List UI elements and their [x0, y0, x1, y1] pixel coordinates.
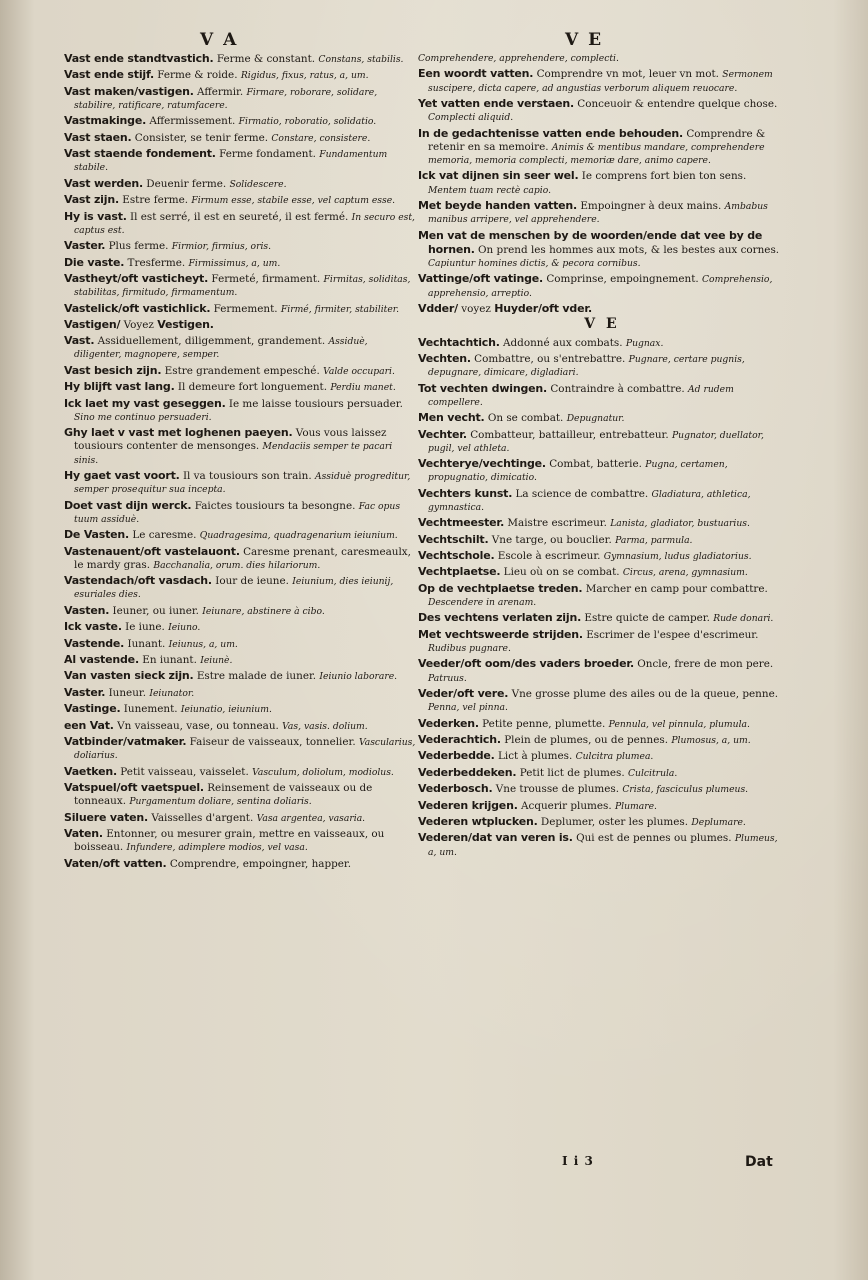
french-gloss: Vaisselles d'argent. [151, 811, 254, 824]
french-gloss: Vn vaisseau, vase, ou tonneau. [117, 719, 279, 732]
latin-gloss: Comprehendere, apprehendere, complecti. [418, 53, 619, 64]
headword: Siluere vaten. [64, 810, 148, 824]
headword: Vechtachtich. [418, 335, 500, 349]
dictionary-entry [64, 380, 416, 394]
french-gloss: Ie iune. [125, 621, 165, 634]
headword: Vechters kunst. [418, 486, 513, 500]
dictionary-entry [64, 210, 416, 237]
headword: Ick laet my vast geseggen. [64, 396, 226, 410]
headword: Vechter. [418, 427, 467, 441]
dictionary-entry [64, 528, 416, 542]
french-gloss: Deuenir ferme. [146, 177, 227, 190]
french-gloss: Fermeté, firmament. [211, 272, 321, 285]
dictionary-entry [64, 857, 416, 871]
headword: Vederen wtplucken. [418, 814, 538, 828]
french-gloss: Vne trousse de plumes. [495, 783, 620, 796]
latin-gloss: Ieiuno. [168, 622, 201, 634]
dictionary-entry [418, 565, 786, 579]
dictionary-entry [418, 549, 786, 563]
latin-gloss: Mentem tuam rectè capio. [428, 184, 551, 196]
french-gloss: Tresferme. [127, 256, 186, 269]
latin-gloss: Ieiunare, abstinere à cibo. [202, 605, 325, 617]
signature-mark: I i 3 [562, 1154, 594, 1168]
french-gloss: Plus ferme. [108, 240, 169, 253]
headword: Hy blijft vast lang. [64, 380, 175, 394]
headword: Des vechtens verlaten zijn. [418, 611, 582, 625]
french-gloss: En iunant. [142, 653, 197, 666]
headword: Vaster. [64, 239, 106, 253]
latin-gloss: Vascularius, doliarius. [74, 736, 416, 762]
headword: Vastigen/ [64, 317, 121, 331]
latin-gloss: Firmatio, roboratio, solidatio. [238, 116, 377, 128]
headword: Vastinge. [64, 702, 121, 716]
latin-gloss: Purgamentum doliare, sentina doliaris. [129, 796, 312, 808]
french-gloss: Plein de plumes, ou de pennes. [504, 734, 669, 747]
headword: In de gedachtenisse vatten ende behouden. [418, 126, 683, 140]
dictionary-entry [64, 114, 416, 128]
latin-gloss: Vasculum, doliolum, modiolus. [252, 766, 394, 778]
section-heading: V E [584, 316, 620, 333]
running-header-left: V A [200, 30, 239, 50]
latin-gloss: Pugna, certamen, propugnatio, dimicatio. [428, 459, 728, 484]
french-gloss: Conceuoir & entendre quelque chose. [577, 97, 778, 110]
latin-gloss: Complecti aliquid. [428, 112, 514, 124]
dictionary-entry [64, 811, 416, 825]
headword: Hy is vast. [64, 209, 127, 223]
headword: Op de vechtplaetse treden. [418, 581, 583, 595]
dictionary-entry [418, 302, 786, 316]
dictionary-entry [418, 628, 786, 655]
latin-gloss: Vasa argentea, vasaria. [256, 812, 366, 824]
headword: Vaten/oft vatten. [64, 856, 167, 870]
latin-gloss: Pennula, vel pinnula, plumula. [608, 718, 750, 730]
latin-gloss: In securo est, captus est. [74, 211, 415, 236]
latin-gloss: Culcitra plumea. [575, 751, 654, 763]
dictionary-entry [64, 364, 416, 378]
latin-gloss: Gymnasium, ludus gladiatorius. [603, 551, 752, 563]
french-gloss: Acquerir plumes. [521, 799, 612, 812]
dictionary-entry [418, 52, 786, 65]
latin-gloss: Ieiunus, a, um. [168, 638, 238, 650]
latin-gloss: Pugnare, certare pugnis, depugnare, dimicare, digladiari. [428, 353, 745, 379]
headword: Ick vat dijnen sin seer wel. [418, 169, 579, 183]
dictionary-entry [418, 815, 786, 829]
dictionary-entry [64, 719, 416, 733]
dictionary-entry [64, 735, 416, 762]
dictionary-entry [418, 533, 786, 547]
headword: Vaten. [64, 826, 103, 840]
headword: Vederachtich. [418, 733, 501, 747]
latin-gloss: Gladiatura, athletica, gymnastica. [428, 488, 751, 513]
dictionary-entry [64, 604, 416, 618]
dictionary-entry [64, 272, 416, 299]
headword: Vederen krijgen. [418, 798, 518, 812]
latin-gloss: Circus, arena, gymnasium. [622, 567, 748, 579]
french-gloss: Estre grandement empesché. [164, 364, 320, 377]
french-gloss: Affermissement. [149, 115, 236, 128]
french-gloss: Le caresme. [132, 529, 197, 542]
french-gloss: Il va tousiours son train. [182, 470, 312, 483]
latin-gloss: Depugnatur. [566, 413, 625, 425]
french-gloss: Comprendre & retenir en sa memoire. [428, 127, 766, 153]
latin-gloss: Culcitrula. [628, 767, 678, 779]
headword: Vdder/ [418, 301, 458, 315]
french-gloss: Iunement. [123, 703, 178, 716]
dictionary-entry [418, 352, 786, 379]
right-column [418, 52, 786, 1200]
french-gloss: Lieu où on se combat. [503, 566, 620, 579]
headword: Vast ende stijf. [64, 68, 154, 82]
french-gloss: Oncle, frere de mon pere. [637, 658, 774, 671]
dictionary-entry [64, 85, 416, 112]
headword: Ghy laet v vast met loghenen paeyen. [64, 426, 293, 440]
dictionary-entry [64, 239, 416, 253]
dictionary-entry [418, 457, 786, 484]
dictionary-entry [64, 574, 416, 601]
dictionary-entry [64, 702, 416, 716]
headword: Een woordt vatten. [418, 67, 534, 81]
french-gloss: Iour de ieune. [215, 575, 289, 588]
french-gloss: Faictes tousiours ta besongne. [194, 499, 356, 512]
french-gloss: Ie me laisse tousiours persuader. [228, 397, 403, 410]
french-gloss: Estre ferme. [122, 194, 189, 207]
headword: Vatspuel/oft vaetspuel. [64, 780, 204, 794]
dictionary-entry [418, 733, 786, 747]
headword: Vast zijn. [64, 193, 119, 207]
headword: Vast werden. [64, 176, 143, 190]
french-gloss: Il demeure fort longuement. [177, 381, 328, 394]
french-gloss: voyez [461, 302, 491, 315]
latin-gloss: Fundamentum stabile. [74, 149, 388, 174]
dictionary-entry [418, 272, 786, 299]
latin-gloss: Constare, consistere. [271, 132, 371, 144]
dictionary-entry [418, 611, 786, 625]
latin-gloss: Pugnator, duellator, pugil, vel athleta. [428, 429, 764, 454]
headword: Tot vechten dwingen. [418, 381, 548, 395]
cross-reference: Vestigen. [157, 317, 214, 331]
headword: Men vecht. [418, 411, 485, 425]
dictionary-entry [418, 169, 786, 196]
headword: Vaster. [64, 685, 106, 699]
headword: Doet vast dijn werck. [64, 498, 192, 512]
headword: Vastende. [64, 636, 125, 650]
dictionary-entry [64, 637, 416, 651]
dictionary-entry [64, 620, 416, 634]
headword: Vederen/dat van veren is. [418, 831, 573, 845]
french-gloss: Ferme fondament. [219, 148, 316, 161]
headword: Men vat de menschen by de woorden/ende dat vee by de hornen. [418, 228, 763, 256]
dictionary-entry [64, 669, 416, 683]
french-gloss: Comprendre, empoingner, happer. [169, 857, 352, 870]
latin-gloss: Mendaciis semper te pacari sinis. [74, 441, 393, 466]
french-gloss: La science de combattre. [515, 487, 649, 500]
dictionary-entry [64, 397, 416, 424]
dictionary-entry [418, 428, 786, 455]
dictionary-entry [418, 657, 786, 684]
latin-gloss: Sino me continuo persuaderi. [74, 411, 212, 423]
headword: Vatbinder/vatmaker. [64, 734, 187, 748]
headword: Vechtplaetse. [418, 565, 501, 579]
latin-gloss: Valde occupari. [323, 365, 395, 377]
latin-gloss: Capiuntur homines dictis, & pecora cornibus. [428, 257, 641, 269]
headword: Vastheyt/oft vasticheyt. [64, 271, 209, 285]
left-column [64, 52, 416, 1200]
dictionary-entry [64, 334, 416, 361]
latin-gloss: Animis & mentibus mandare, comprehendere memoria, memoria complecti, memoriæ dare, animo capere. [428, 141, 765, 166]
french-gloss: Faiseur de vaisseaux, tonnelier. [189, 735, 356, 748]
latin-gloss: Ieiunè. [200, 654, 233, 666]
french-gloss: Vous vous laissez tousiours contenter de mensonges. [74, 427, 387, 453]
dictionary-entry [418, 97, 786, 124]
dictionary-entry [64, 302, 416, 316]
dictionary-entry [64, 499, 416, 526]
french-gloss: Consister, se tenir ferme. [134, 131, 269, 144]
latin-gloss: Firmum esse, stabile esse, vel captum esse. [191, 195, 396, 207]
headword: Met vechtsweerde strijden. [418, 627, 583, 641]
latin-gloss: Patruus. [428, 672, 467, 684]
french-gloss: Caresme prenant, caresmeaulx, le mardy gras. [74, 545, 411, 571]
french-gloss: Combatteur, battailleur, entrebatteur. [470, 428, 669, 441]
french-gloss: Combat, batterie. [549, 458, 642, 471]
dictionary-entry [418, 582, 786, 609]
latin-gloss: Ambabus manibus arripere, vel apprehendere. [428, 200, 768, 226]
headword: Vaetken. [64, 764, 117, 778]
french-gloss: Marcher en camp pour combattre. [585, 582, 768, 595]
dictionary-entry [418, 411, 786, 425]
french-gloss: Deplumer, oster les plumes. [540, 815, 689, 828]
headword: Vederbeddeken. [418, 765, 517, 779]
headword: Vechtmeester. [418, 516, 505, 530]
running-header-right: V E [565, 30, 604, 50]
headword: Vast maken/vastigen. [64, 84, 194, 98]
dictionary-entry [418, 749, 786, 763]
headword: Van vasten sieck zijn. [64, 669, 194, 683]
dictionary-entry [64, 653, 416, 667]
dictionary-entry [64, 765, 416, 779]
latin-gloss: Rigidus, fixus, ratus, a, um. [240, 70, 369, 82]
latin-gloss: Fac opus tuum assiduè. [74, 500, 401, 525]
french-gloss: Fermement. [213, 302, 278, 315]
dictionary-entry [64, 177, 416, 191]
dictionary-entry [64, 686, 416, 700]
headword: Vastmakinge. [64, 114, 147, 128]
dictionary-entry [418, 336, 786, 350]
latin-gloss: Firmé, firmiter, stabiliter. [280, 303, 400, 315]
headword: Al vastende. [64, 652, 139, 666]
headword: Yet vatten ende verstaen. [418, 96, 574, 110]
french-gloss: Entonner, ou mesurer grain, mettre en vaisseaux, ou boisseau. [74, 827, 385, 854]
french-gloss: Addonné aux combats. [503, 336, 623, 349]
dictionary-entry [418, 717, 786, 731]
french-gloss: Affermir. [197, 85, 244, 98]
french-gloss: Qui est de pennes ou plumes. [576, 832, 732, 845]
headword: Vattinge/oft vatinge. [418, 272, 544, 286]
french-gloss: Petit vaisseau, vaisselet. [120, 765, 249, 778]
latin-gloss: Quadragesima, quadragenarium ieiunium. [199, 530, 398, 542]
french-gloss: Estre malade de iuner. [196, 670, 317, 683]
headword: Vastendach/oft vasdach. [64, 574, 212, 588]
dictionary-entry [418, 229, 786, 271]
latin-gloss: Penna, vel pinna. [428, 702, 508, 714]
dictionary-entry [418, 516, 786, 530]
latin-gloss: Firmitas, soliditas, stabilitas, firmitudo, firmamentum. [74, 273, 411, 299]
latin-gloss: Sermonem suscipere, dicta capere, ad angustias verborum aliquem reuocare. [428, 69, 773, 94]
latin-gloss: Infundere, adimplere modios, vel vasa. [126, 842, 308, 854]
headword: De Vasten. [64, 528, 130, 542]
latin-gloss: Plumare. [615, 800, 657, 812]
latin-gloss: Constans, stabilis. [318, 54, 404, 65]
latin-gloss: Ieiunatio, ieiunium. [180, 704, 272, 716]
dictionary-entry [64, 426, 416, 467]
headword: Vechten. [418, 351, 471, 365]
headword: Vast besich zijn. [64, 363, 162, 377]
headword: Vasten. [64, 603, 110, 617]
dictionary-entry [418, 782, 786, 796]
headword: Vast staen. [64, 130, 132, 144]
headword: Die vaste. [64, 255, 125, 269]
latin-gloss: Firmior, firmius, oris. [171, 241, 272, 253]
latin-gloss: Rudibus pugnare. [428, 643, 511, 655]
latin-gloss: Plumosus, a, um. [671, 735, 751, 747]
latin-gloss: Assiduè, diligenter, magnopere, semper. [74, 336, 368, 361]
dictionary-entry [418, 487, 786, 514]
dictionary-entry [418, 687, 786, 714]
headword: een Vat. [64, 718, 114, 732]
headword: Hy gaet vast voort. [64, 469, 180, 483]
french-gloss: Ie comprens fort bien ton sens. [581, 170, 747, 183]
dictionary-entry [64, 68, 416, 82]
headword: Vederken. [418, 716, 479, 730]
french-gloss: Petite penne, plumette. [482, 717, 606, 730]
headword: Vechtschole. [418, 549, 495, 563]
latin-gloss: Vas, vasis. dolium. [282, 720, 368, 732]
french-gloss: Maistre escrimeur. [507, 517, 607, 530]
french-gloss: On se combat. [487, 412, 564, 425]
headword: Vastelick/oft vastichlick. [64, 301, 211, 315]
headword: Vast ende standtvastich. [64, 52, 214, 65]
french-gloss: Assiduellement, diligemment, grandement. [97, 335, 326, 348]
latin-gloss: Firmissimus, a, um. [188, 257, 281, 269]
french-gloss: On prend les hommes aux mots, & les bestes aux cornes. [478, 243, 780, 256]
dictionary-entry [418, 199, 786, 226]
latin-gloss: Assiduè progreditur, semper prosequitur sua incepta. [74, 471, 411, 496]
dictionary-entry [418, 382, 786, 409]
french-gloss: Il est serré, il est en seureté, il est fermé. [130, 210, 349, 223]
french-gloss: Combattre, ou s'entrebattre. [474, 352, 626, 365]
latin-gloss: Comprehensio, apprehensio, arreptio. [428, 274, 773, 299]
dictionary-entry [418, 766, 786, 780]
headword: Vechtschilt. [418, 532, 489, 546]
latin-gloss: Deplumare. [691, 816, 746, 828]
french-gloss: Escole à escrimeur. [497, 550, 601, 563]
headword: Vast staende fondement. [64, 147, 216, 161]
french-gloss: Reinsement de vaisseaux ou de tonneaux. [74, 781, 373, 808]
dictionary-entry [64, 781, 416, 808]
french-gloss: Contraindre à combattre. [550, 382, 685, 395]
french-gloss: Iunant. [127, 637, 166, 650]
french-gloss: Ferme & roide. [157, 69, 238, 82]
cross-reference: Huyder/oft vder. [494, 301, 592, 315]
french-gloss: Lict à plumes. [497, 750, 573, 763]
french-gloss: Ferme & constant. [216, 53, 316, 65]
latin-gloss: Pugnax. [625, 337, 664, 349]
dictionary-entry [64, 131, 416, 145]
dictionary-entry [64, 318, 416, 332]
dictionary-entry [418, 127, 786, 168]
headword: Ick vaste. [64, 620, 122, 634]
french-gloss: Vne targe, ou bouclier. [491, 533, 612, 546]
dictionary-entry [64, 545, 416, 572]
headword: Vederbosch. [418, 782, 493, 796]
dictionary-entry [64, 147, 416, 174]
dictionary-entry [64, 193, 416, 207]
dictionary-entry [64, 256, 416, 270]
latin-gloss: Firmare, roborare, solidare, stabilire, ratificare, ratumfacere. [74, 86, 378, 111]
latin-gloss: Lanista, gladiator, bustuarius. [610, 518, 750, 530]
latin-gloss: Descendere in arenam. [428, 597, 537, 609]
headword: Vastenauent/oft vastelauont. [64, 544, 240, 558]
dictionary-entry [418, 67, 786, 94]
latin-gloss: Bacchanalia, orum. dies hilariorum. [153, 559, 321, 571]
dictionary-entry [64, 52, 416, 66]
headword: Vast. [64, 334, 95, 348]
dictionary-entry [418, 799, 786, 813]
headword: Met beyde handen vatten. [418, 198, 578, 212]
latin-gloss: Rude donari. [713, 613, 774, 625]
french-gloss: Comprendre vn mot, leuer vn mot. [536, 68, 719, 81]
dictionary-entry [418, 831, 786, 858]
latin-gloss: Perdiu manet. [330, 382, 396, 394]
french-gloss: Ieuner, ou iuner. [112, 604, 199, 617]
headword: Veeder/oft oom/des vaders broeder. [418, 657, 634, 671]
french-gloss: Estre quicte de camper. [584, 612, 710, 625]
latin-gloss: Solidescere. [229, 178, 287, 190]
french-gloss: Voyez [123, 318, 154, 331]
french-gloss: Empoingner à deux mains. [580, 199, 722, 212]
latin-gloss: Ieiunator. [149, 687, 195, 699]
latin-gloss: Plumeus, a, um. [428, 833, 778, 858]
latin-gloss: Crista, fasciculus plumeus. [622, 784, 749, 796]
latin-gloss: Ieiunio laborare. [319, 671, 398, 683]
latin-gloss: Ieiunium, dies ieiunij, esuriales dies. [74, 576, 394, 601]
dictionary-entry [64, 469, 416, 496]
french-gloss: Iuneur. [108, 686, 147, 699]
headword: Vechterye/vechtinge. [418, 457, 546, 471]
latin-gloss: Ad rudem compellere. [428, 383, 734, 408]
french-gloss: Petit lict de plumes. [519, 766, 625, 779]
headword: Veder/oft vere. [418, 687, 509, 701]
catchword: Dat [745, 1154, 773, 1170]
french-gloss: Comprinse, empoingnement. [546, 273, 699, 286]
french-gloss: Vne grosse plume des ailes ou de la queue, penne. [511, 688, 779, 701]
french-gloss: Escrimer de l'espee d'escrimeur. [586, 628, 759, 641]
latin-gloss: Parma, parmula. [615, 534, 693, 546]
headword: Vederbedde. [418, 749, 495, 763]
dictionary-entry [64, 827, 416, 854]
